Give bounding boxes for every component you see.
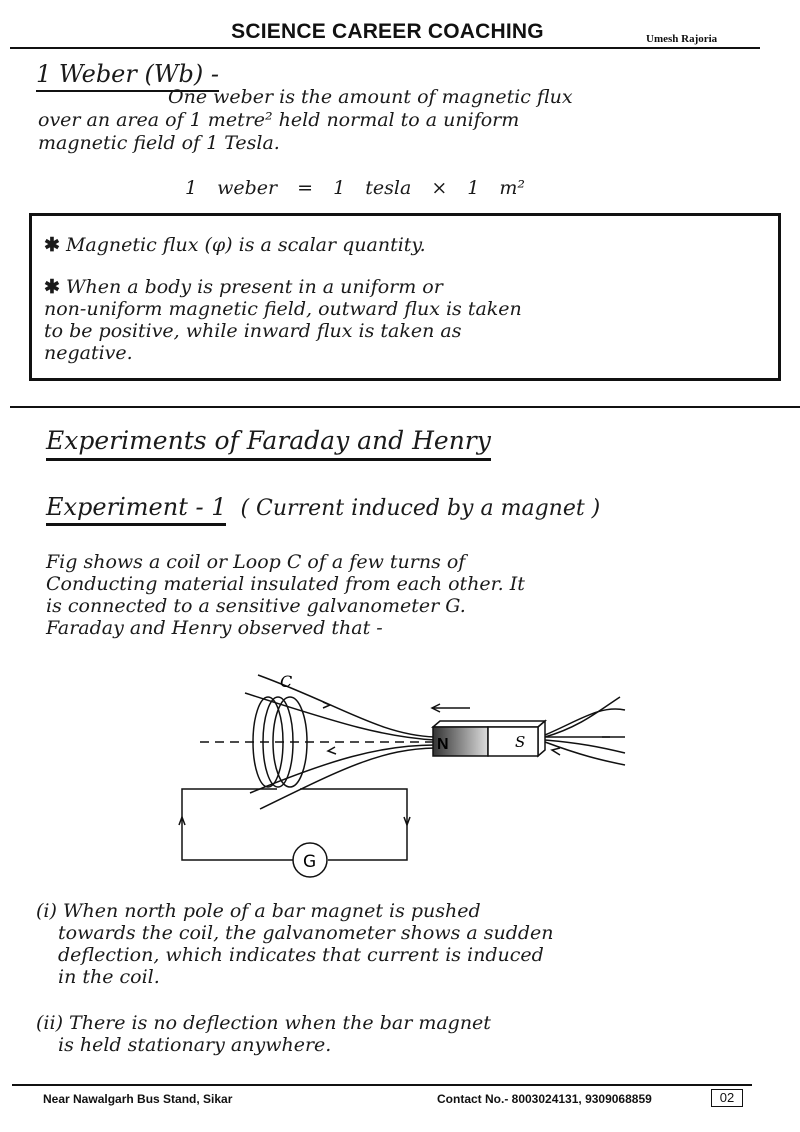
observation-2: (ii) There is no deflection when the bar magnet is held stationary anywhere. bbox=[36, 1012, 491, 1056]
observation-1: (i) When north pole of a bar magnet is pushed towards the coil, the galvanometer shows a sudden deflection, which indicates that current is induced in the coil. bbox=[36, 900, 554, 988]
north-pole-label: N bbox=[437, 736, 449, 753]
coil-label: C bbox=[280, 672, 293, 691]
faraday-experiment-figure bbox=[150, 665, 650, 895]
note-item: ✱ When a body is present in a uniform or non-uniform magnetic field, outward flux is taken to be positive, while inward flux is taken as negative. bbox=[44, 276, 522, 364]
footer-divider bbox=[12, 1084, 752, 1086]
weber-heading: 1 Weber (Wb) - bbox=[36, 60, 219, 88]
asterisk-bullet-icon: ✱ bbox=[44, 276, 60, 298]
galvanometer-label: G bbox=[303, 852, 317, 872]
page-number: 02 bbox=[711, 1089, 743, 1107]
experiment-1-description: Fig shows a coil or Loop C of a few turns of Conducting material insulated from each other. It is connected to a sensitive galvanometer G. Faraday and Henry observed that - bbox=[46, 551, 525, 639]
section-divider bbox=[10, 406, 800, 408]
experiments-heading: Experiments of Faraday and Henry bbox=[46, 426, 491, 455]
page-header-title: SCIENCE CAREER COACHING bbox=[231, 20, 544, 43]
footer-contact: Contact No.- 8003024131, 9309068859 bbox=[437, 1092, 652, 1106]
asterisk-bullet-icon: ✱ bbox=[44, 234, 60, 256]
note-item: ✱ Magnetic flux (φ) is a scalar quantity. bbox=[44, 234, 426, 256]
header-divider bbox=[10, 47, 760, 49]
author-name: Umesh Rajoria bbox=[646, 33, 718, 45]
notes-box bbox=[29, 213, 781, 381]
bar-magnet bbox=[433, 721, 545, 756]
experiment-1-heading: Experiment - 1 ( Current induced by a magnet ) bbox=[46, 493, 600, 521]
south-pole-label: S bbox=[515, 733, 526, 751]
weber-formula: 1 weber = 1 tesla × 1 m² bbox=[185, 177, 526, 199]
weber-definition: One weber is the amount of magnetic flux over an area of 1 metre² held normal to a uniform magnetic field of 1 Tesla. bbox=[38, 86, 573, 154]
footer-address: Near Nawalgarh Bus Stand, Sikar bbox=[43, 1092, 233, 1106]
